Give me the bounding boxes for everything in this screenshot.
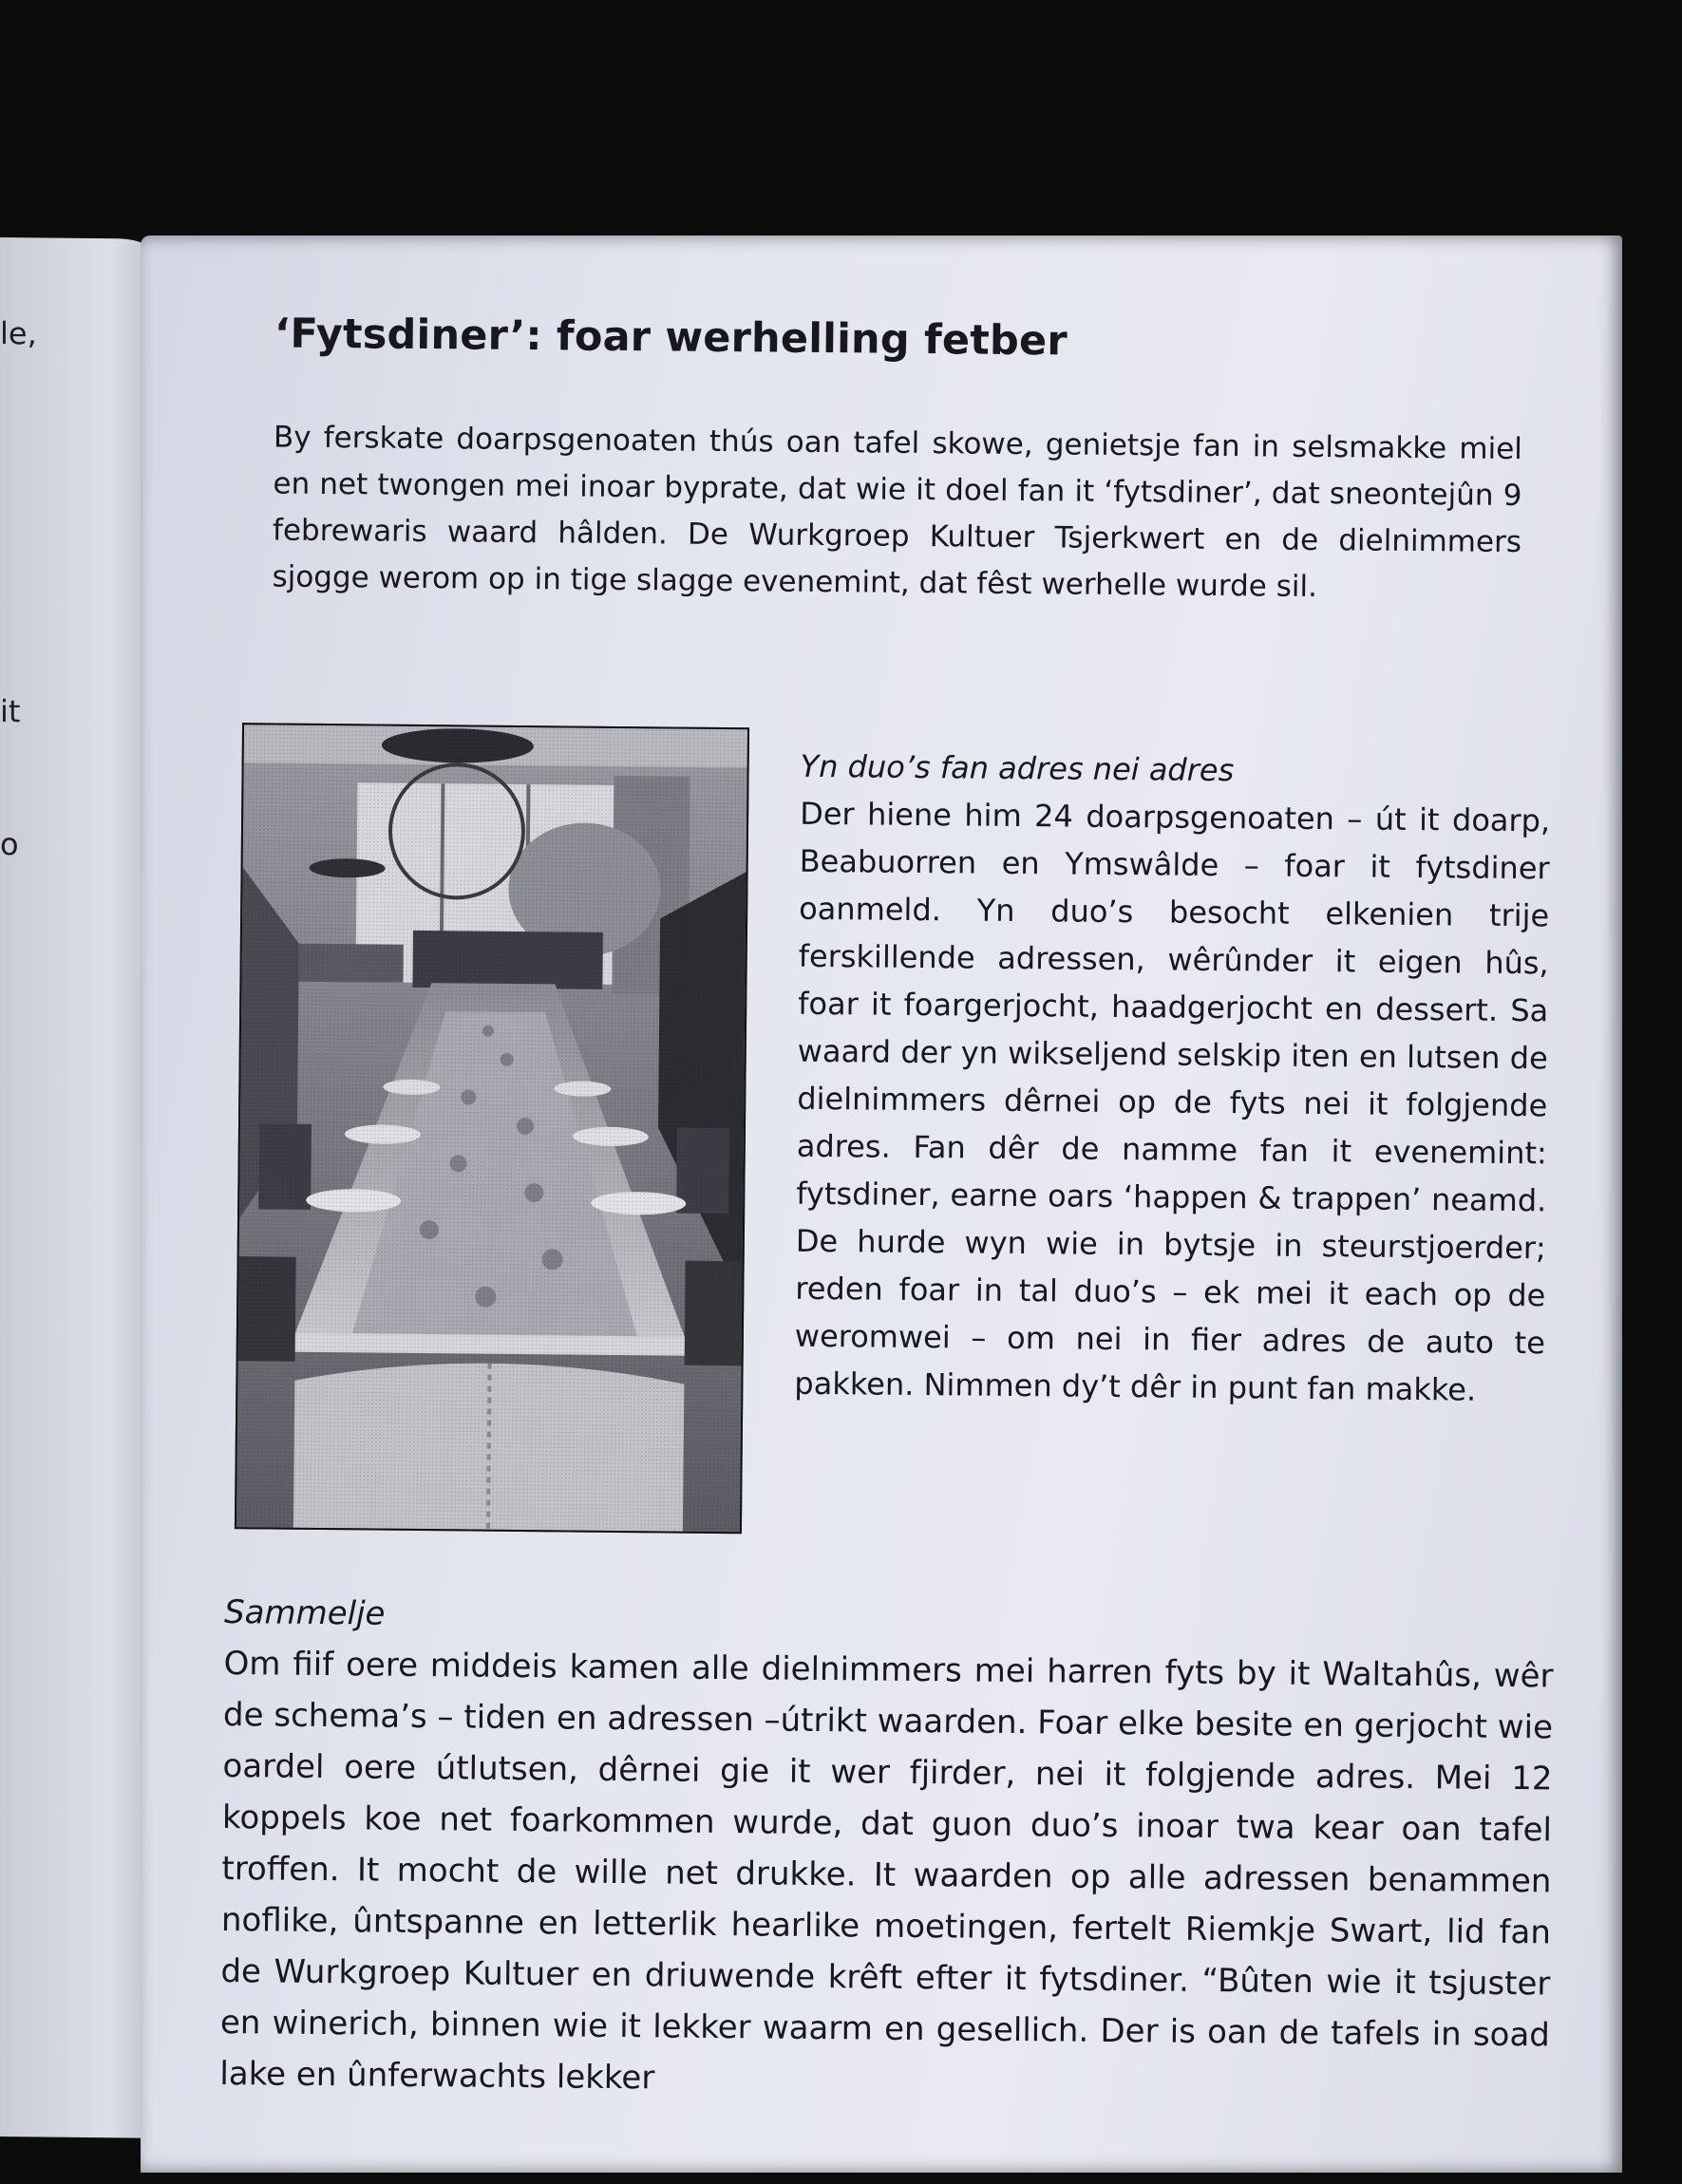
article-intro: By ferskate doarpsgenoaten thús oan tafel skowe, genietsje fan in selsmakke miel en net twongen mei inoar byprate, dat wie it doel fan it ‘fytsdiner’, dat sneontejûn 9 febrewaris waard hâlden. De Wurkgroep Kultuer Tsjerkwert en de dielnimmers sjogge werom op in tige slagge evenemint, dat fêst werhelle wurde sil.	[272, 420, 1523, 605]
left-page-fragment: it	[0, 693, 21, 730]
section-1-heading: Yn duo’s fan adres nei adres	[800, 747, 1235, 789]
left-page-fragment: o	[0, 826, 19, 863]
section-2	[219, 1587, 1554, 2112]
section-2-text: Om fiif oere middeis kamen alle dielnimmers mei harren fyts by it Waltahûs, wêr de schema’s – tiden en adressen –útrikt waarden. Foar elke besite en gerjocht wie oardel oere útlutsen, dêrnei gie it wer fjirder, nei it folgjende adres. Mei 12 koppels koe net foarkommen wurde, dat guon duo’s inoar twa kear oan tafel troffen. It mocht de wille net drukke. It waarden op alle adressen benammen noflike, ûntspanne en letterlik hearlike moetingen, fertelt Riemkje Swart, lid fan de Wurkgroep Kultuer en driuwende krêft efter it fytsdiner. “Bûten wie it tsjuster en winerich, binnen wie it lekker waarm en gesellich. Der is oan de tafels in soad lake en ûnferwachts lekker	[219, 1645, 1554, 2098]
left-page-fragment: le,	[0, 315, 37, 352]
article-title: ‘Fytsdiner’: foar werhelling fetber	[274, 310, 1068, 366]
booklet-page	[141, 235, 1622, 2173]
section-2-heading: Sammelje	[223, 1593, 386, 1633]
dinner-table-photo	[235, 723, 749, 1534]
dinner-table-photo-drawing	[236, 725, 747, 1532]
section-1-text: Der hiene him 24 doarpsgenoaten – út it doarp, Beabuorren en Ymswâlde – foar it fytsdiner oanmeld. Yn duo’s besocht elkenien trije ferskillende adressen, wêrûnder it eigen hûs, foar it foargerjocht, haadgerjocht en dessert. Sa waard der yn wikseljend selskip iten en lutsen de dielnimmers dêrnei op de fyts nei it folgjende adres. Fan dêr de namme fan it evenemint: fytsdiner, earne oars ‘happen & trappen’ neamd. De hurde wyn wie in bytsje in steurstjoerder; reden foar in tal duo’s – ek mei it each op de weromwei – om nei in fier adres de auto te pakken. Nimmen dy’t dêr in punt fan makke.	[794, 795, 1551, 1408]
section-1	[794, 743, 1551, 1415]
